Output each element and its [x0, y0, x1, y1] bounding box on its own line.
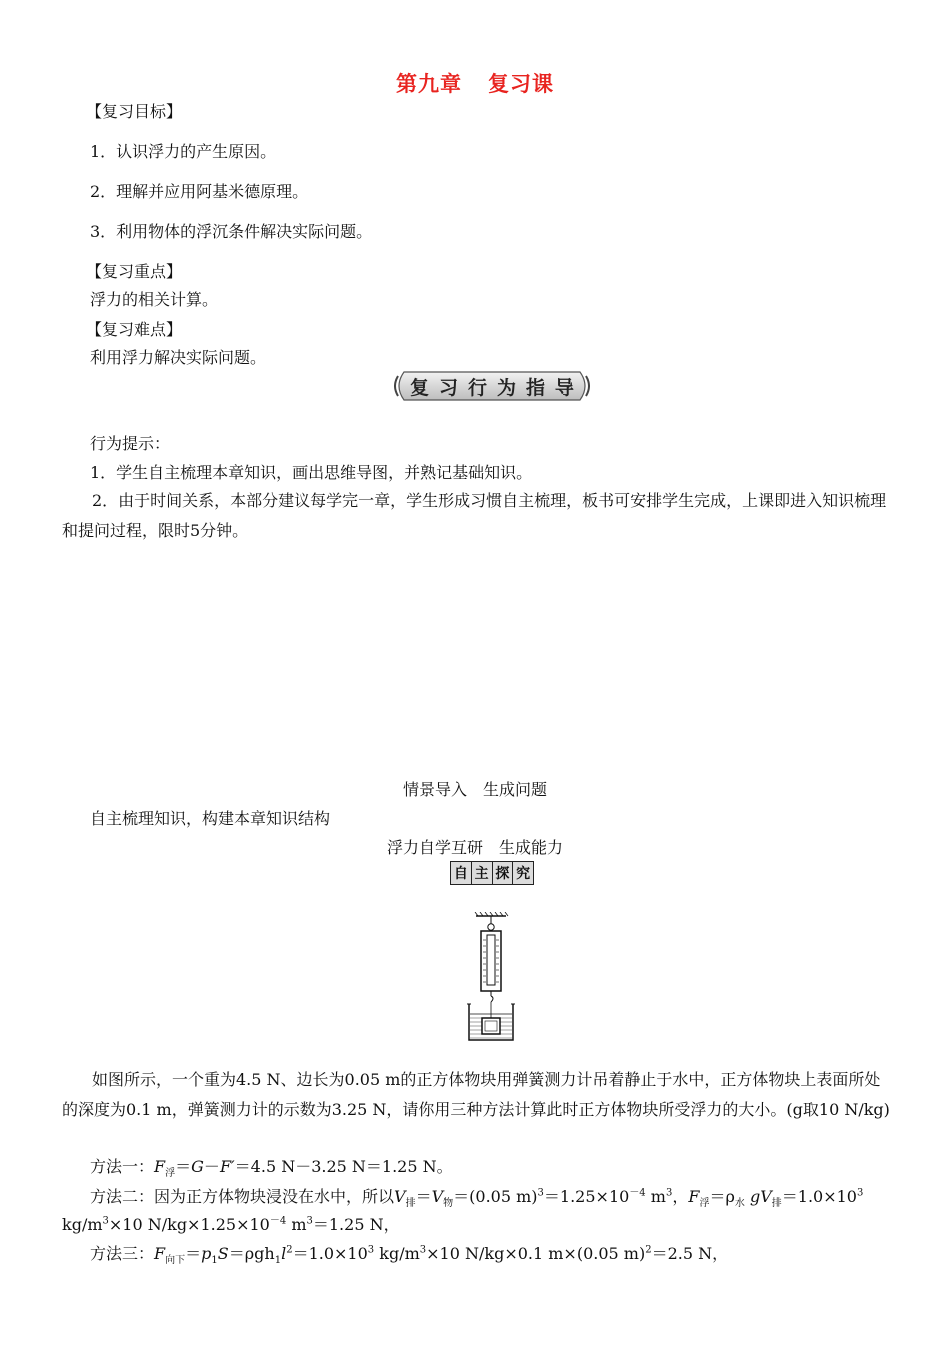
spring-scale-figure	[462, 912, 520, 1042]
key-point-text: 浮力的相关计算。	[90, 290, 219, 309]
method-2-vsub2: 物	[443, 1198, 454, 1210]
behavior-item-2: 2．由于时间关系，本部分建议每学完一章，学生形成习惯自主梳理，板书可安排学生完成，上课即进入知识梳理和提问过程，限时5分钟。	[62, 491, 887, 540]
problem-text: 如图所示，一个重为4.5 N、边长为0.05 m的正方体物块用弹簧测力计吊着静止于水中，正方体物块上表面所处的深度为0.1 m，弹簧测力计的示数为3.25 N，请你用三种方法计算此时正方体物块所受浮力的大小。(g取10 N/kg)	[62, 1070, 890, 1119]
method-1-f: F	[154, 1157, 166, 1176]
method-2-line-1	[90, 1185, 863, 1209]
behavior-item-1: 1．学生自主梳理本章知识，画出思维导图，并熟记基础知识。	[90, 463, 533, 482]
method-2-sup3b: 3	[665, 1187, 673, 1199]
explore-label-box	[450, 861, 534, 885]
method-2-line2c: m	[286, 1215, 307, 1234]
method-2-line2b: ×10 N/kg×1.25×10	[108, 1215, 270, 1234]
method-3-hsub: 1	[274, 1255, 282, 1267]
behavior-heading: 行为提示：	[90, 434, 171, 453]
banner-char-1: 复	[410, 376, 430, 399]
chapter-label: 第九章	[396, 72, 462, 96]
banner-char-6: 导	[554, 376, 574, 399]
review-guide-banner	[394, 370, 590, 402]
method-3-fsub: 向下	[165, 1255, 186, 1267]
method-1	[90, 1155, 453, 1179]
method-3	[90, 1242, 728, 1266]
objective-item-2: 2．理解并应用阿基米德原理。	[90, 182, 309, 201]
banner-char-4: 为	[496, 376, 516, 399]
method-2-label: 方法二：因为正方体物块浸没在水中，所以	[90, 1187, 395, 1206]
method-3-sup3a: 3	[367, 1244, 375, 1256]
method-1-g: G	[191, 1157, 204, 1176]
explore-char-1: 自	[451, 862, 472, 884]
method-2-supm4a: －4	[629, 1187, 646, 1199]
method-2-vsub1: 排	[405, 1198, 416, 1210]
method-1-rest: ＝4.5 N－3.25 N＝1.25 N。	[234, 1157, 453, 1176]
method-2-supm4b: －4	[269, 1215, 287, 1227]
objective-item-1: 1．认识浮力的产生原因。	[90, 142, 277, 161]
method-2-line2a: kg/m	[62, 1215, 103, 1234]
method-1-eq: ＝	[175, 1157, 192, 1176]
banner-char-3: 行	[467, 376, 487, 399]
explore-char-2: 主	[472, 862, 493, 884]
method-3-f: F	[154, 1244, 166, 1263]
section-label: 复习课	[488, 72, 554, 96]
method-2-rest1: ＝(0.05 m)	[453, 1187, 538, 1206]
method-3-s: S	[217, 1244, 229, 1263]
page-title	[0, 68, 950, 98]
key-point-heading: 【复习重点】	[86, 262, 183, 281]
method-2-gv: gV	[744, 1187, 772, 1206]
method-2-fsub: 浮	[699, 1198, 710, 1210]
method-3-sup2a: 2	[286, 1244, 293, 1256]
method-1-label: 方法一：	[90, 1157, 155, 1176]
method-2-sep: ，	[672, 1187, 689, 1206]
method-3-sup2b: 2	[645, 1244, 652, 1256]
method-3-rest2: kg/m	[374, 1244, 420, 1263]
method-3-label: 方法三：	[90, 1244, 155, 1263]
objective-item-3: 3．利用物体的浮沉条件解决实际问题。	[90, 222, 373, 241]
method-2-sup3e: 3	[306, 1215, 313, 1227]
method-2-rest3: m	[645, 1187, 666, 1206]
method-1-fprime: F′	[219, 1157, 235, 1176]
explore-char-4: 究	[513, 862, 533, 884]
method-2-line2d: ＝1.25 N，	[312, 1215, 400, 1234]
explore-char-3: 探	[493, 862, 514, 884]
method-3-rest3: ×10 N/kg×0.1 m×(0.05 m)	[426, 1244, 646, 1263]
method-2-sup3c: 3	[856, 1187, 864, 1199]
study-heading: 浮力自学互研 生成能力	[386, 838, 563, 857]
method-2-eq: ＝	[415, 1187, 432, 1206]
banner-char-5: 指	[525, 376, 545, 399]
method-2-sup3a: 3	[537, 1187, 544, 1199]
method-2-rhosub: 水	[734, 1198, 745, 1210]
method-2-line-2	[62, 1213, 400, 1237]
spring-scale-diagram	[462, 912, 520, 1042]
method-3-sup3b: 3	[419, 1244, 427, 1256]
method-3-l: l	[281, 1244, 287, 1263]
method-3-p: p	[201, 1244, 212, 1263]
method-2-v2: V	[431, 1187, 444, 1206]
method-2-rest2: ＝1.25×10	[543, 1187, 630, 1206]
objectives-heading: 【复习目标】	[86, 102, 183, 121]
method-2-f: F	[688, 1187, 700, 1206]
method-2-vsub3: 排	[771, 1198, 782, 1210]
method-3-eq2: ＝ρgh	[228, 1244, 275, 1263]
method-3-rest1: ＝1.0×10	[292, 1244, 368, 1263]
method-1-fsub: 浮	[165, 1168, 176, 1180]
intro-heading: 情景导入 生成问题	[402, 780, 547, 799]
difficulty-heading: 【复习难点】	[86, 320, 183, 339]
method-3-eq1: ＝	[185, 1244, 202, 1263]
method-2-rest4: ＝1.0×10	[781, 1187, 857, 1206]
difficulty-text: 利用浮力解决实际问题。	[90, 348, 267, 367]
method-2-v: V	[394, 1187, 406, 1206]
banner-char-2: 习	[438, 376, 458, 399]
method-3-rest4: ＝2.5 N，	[651, 1244, 729, 1263]
method-3-psub: 1	[211, 1255, 218, 1267]
intro-text: 自主梳理知识，构建本章知识结构	[90, 809, 331, 828]
method-2-eq2: ＝ρ	[709, 1187, 735, 1206]
method-2-sup3d: 3	[102, 1215, 109, 1227]
method-1-minus: －	[203, 1157, 220, 1176]
